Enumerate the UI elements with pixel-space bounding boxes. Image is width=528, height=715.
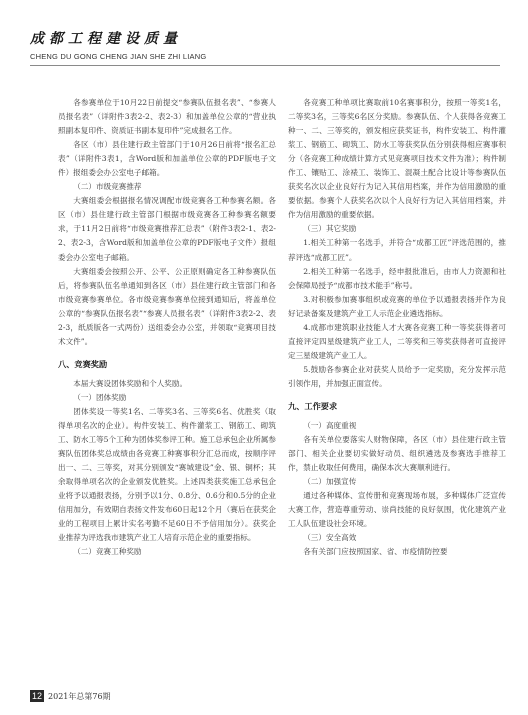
paragraph: 各有关部门应按照国家、省、市疫情防控要 (303, 547, 448, 557)
paragraph: 本届大赛设团体奖励和个人奖励。 (73, 378, 188, 388)
paragraph: 5.鼓励各参赛企业对获奖人员给予一定奖励，充分发挥示范引领作用，并加强正面宣传。 (288, 364, 506, 388)
page-footer (30, 690, 111, 702)
paragraph: 大赛组委会按照公开、公平、公正原则确定各工种参赛队伍后，将参赛队伍名单通知到各区（市）县住建行政主管部门和各市级竞赛参赛单位。各市级竞赛参赛单位接到通知后，将盖单位公章的“参赛队伍报名表”“参赛人员报名表”（详附件3表2-2、表2-3，纸质版各一式两份）送组委会办公室，并领取“竞赛项目技术文件”。 (58, 266, 276, 346)
header-divider (30, 65, 500, 66)
subheading: （三）其它奖励 (303, 224, 357, 234)
magazine-pinyin: CHENG DU GONG CHENG JIAN SHE ZHI LIANG (30, 52, 207, 61)
paragraph: 大赛组委会根据报名情况调配市级竞赛各工种参赛名额。各区（市）县住建行政主管部门根据市级竞赛各工种参赛名额要求，于11月2日前将“市级竞赛推荐汇总表”（附件3表2-1、表2-2、表2-3，含Word版和加盖单位公章的PDF版电子文件）报组委会办公室电子邮箱。 (58, 196, 276, 262)
paragraph: 4.成都市建筑职业技能人才大赛各竞赛工种一等奖获得者可直接评定四星级建筑产业工人，二等奖和三等奖获得者可直接评定三星级建筑产业工人。 (288, 322, 506, 360)
page-number: 12 (32, 691, 43, 701)
subheading: （一）团体奖励 (73, 392, 127, 402)
paragraph: 各参赛单位于10月22日前提交“参赛队伍报名表”、“参赛人员报名表”（详附件3表2-2、表2-3）和加盖单位公章的“营业执照副本复印件、资质证书副本复印件”完成报名工作。 (58, 98, 276, 136)
page-header (30, 30, 500, 61)
subheading: （三）安全高效 (303, 533, 357, 543)
subheading: （一）高度重视 (303, 421, 357, 431)
paragraph: 通过各种媒体、宣传册和竞赛现场布展，多种媒体广泛宣传大赛工作，营造尊重劳动、崇尚技能的良好氛围，优化建筑产业工人队伍建设社会环境。 (288, 491, 506, 529)
paragraph: 各竞赛工种单项比赛取前10名赛事积分，按照一等奖1名，二等奖3名，三等奖6名区分奖励。参赛队伍、个人获得各竞赛工种一、二、三等奖的，颁发相应获奖证书，构件安装工、构件灌浆工、钢筋工、砌筑工、防水工等获奖队伍分别获得相应赛事积分（各竞赛工种成绩计算方式见竞赛项目技术文件为准）；构件制作工、镶贴工、涂裱工、装饰工、混凝土配合比设计等参赛队伍获奖名次以企业良好行为记入其信用档案，并作为信用激励的重要依据。参赛个人获奖名次以个人良好行为记入其信用档案，并作为信用激励的重要依据。 (288, 98, 506, 220)
paragraph: 各区（市）县住建行政主管部门于10月26日前将“报名汇总表”（详附件3表1，含Word版和加盖单位公章的PDF版电子文件）报组委会办公室电子邮箱。 (58, 140, 276, 178)
subheading: （二）竞赛工种奖励 (73, 547, 142, 557)
subheading: （二）市级竞赛推荐 (73, 182, 142, 192)
right-column (288, 96, 506, 560)
subheading: （二）加强宣传 (303, 477, 357, 487)
section-heading: 八、竞赛奖励 (58, 358, 108, 369)
paragraph: 1.相关工种第一名选手，并符合“成都工匠”评选范围的，推荐评选“成都工匠”。 (288, 238, 506, 262)
left-column (58, 96, 276, 560)
paragraph: 团体奖设一等奖1名、二等奖3名、三等奖6名、优胜奖（取得单项名次的企业）。构件安装工、构件灌浆工、钢筋工、砌筑工、防水工等5个工种为团体奖参评工种。施工总承包企业所属参赛队伍团体奖总成绩由各竞赛工种赛事积分汇总而成，按顺序评出一、二、三等奖，对其分别颁发“赛城建设”金、银、铜杯；其余取得单项名次的企业颁发优胜奖。上述四类获奖施工总承包企业将予以通报表扬，分别予以1分、0.8分、0.6分和0.5分的企业信用加分，有效期自表扬文件发布60日起12个月（赛后在获奖企业的工程项目上累计实名考勤不足60日不予信用加分）。获奖企业推荐为评选我市建筑产业工人培育示范企业的重要指标。 (58, 406, 276, 543)
paragraph: 各有关单位要落实人财物保障，各区（市）县住建行政主管部门、相关企业要切实做好动员、组织遴选及参赛选手推荐工作，禁止收取任何费用，确保本次大赛顺利进行。 (288, 435, 506, 473)
paragraph: 3.对积极参加赛事组织或竞赛的单位予以通报表扬并作为良好记录备案及建筑产业工人示范企业遴选指标。 (288, 294, 506, 318)
magazine-title: 成都工程建设质量 (30, 31, 182, 47)
issue-label: 2021年总第76期 (48, 691, 111, 701)
paragraph: 2.相关工种第一名选手，经申报批准后，由市人力资源和社会保障局授予“成都市技术能手”称号。 (288, 266, 506, 290)
section-heading: 九、工作要求 (288, 400, 338, 411)
